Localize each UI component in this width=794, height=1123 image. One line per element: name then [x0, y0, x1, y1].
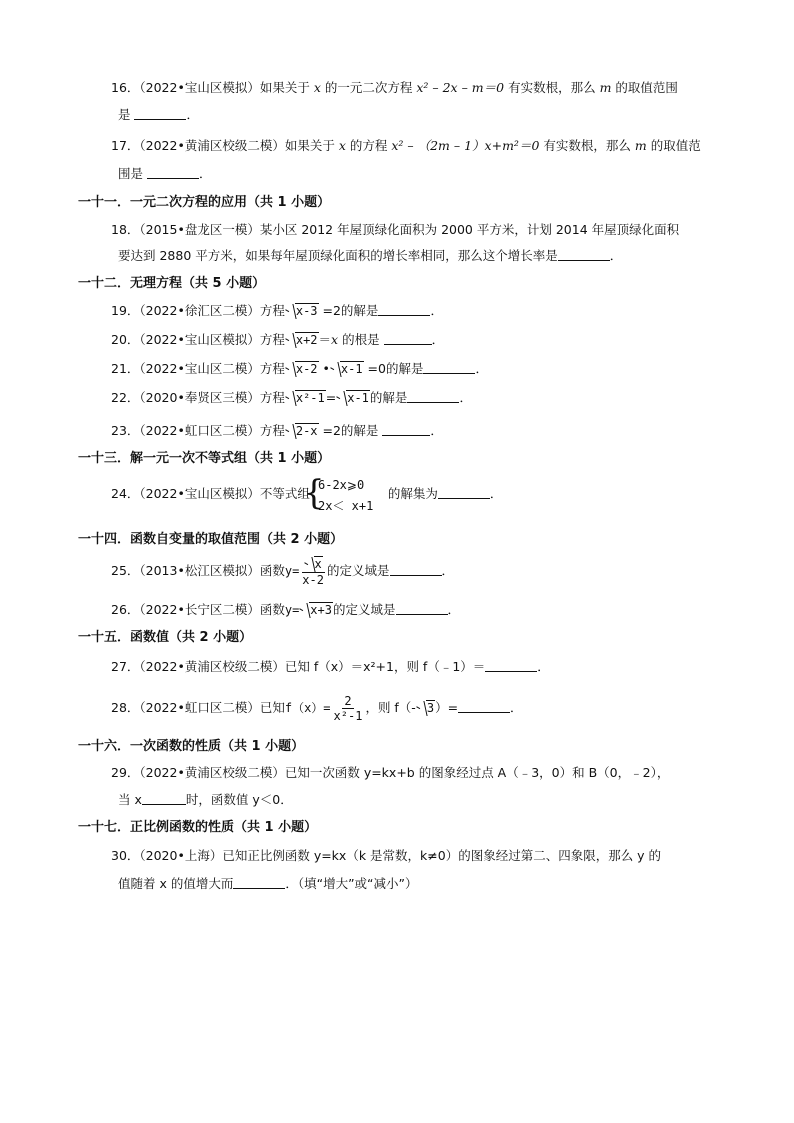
q22-end: ． [459, 390, 472, 405]
sqrt-symbol [285, 361, 319, 377]
sqrt-symbol [285, 332, 319, 348]
q25-post: 的定义域是 [326, 563, 390, 578]
question-23 [111, 423, 443, 439]
section-heading-17: 一十七．正比例函数的性质（共 1 小题） [78, 820, 318, 835]
question-18-line1: 18．（2015•盘龙区一模）某小区 2012 年屋顶绿化面积为 2000 平方米，计划 2014 年屋顶绿化面积 [111, 222, 680, 237]
q16-var-m: m [599, 80, 612, 95]
q20-post: 的根是 [338, 332, 384, 347]
q22-eq: = [325, 390, 337, 405]
q26-text: 26．（2022•长宁区二模）函数 [111, 602, 285, 617]
answer-blank-17[interactable] [147, 166, 199, 179]
answer-blank-19[interactable] [378, 303, 430, 316]
q22-text: 22．（2020•奉贤区三模）方程 [111, 390, 285, 405]
q16-text-e: 是 [118, 107, 135, 122]
question-22 [111, 390, 472, 406]
q23-end: ． [430, 423, 443, 438]
question-20 [111, 332, 444, 348]
answer-blank-23[interactable] [382, 423, 430, 436]
sqrt-symbol [285, 390, 326, 406]
q21-end: ． [475, 361, 488, 376]
inequality-1: 6-2x⩾0 [318, 478, 365, 492]
answer-blank-16[interactable] [134, 107, 186, 120]
q17-var-x: x [338, 138, 346, 153]
q17-text-d: 的取值范 [646, 138, 701, 153]
q22-radicand-2: x-1 [347, 391, 369, 405]
question-29-line1: 29．（2022•黄浦区校级二模）已知一次函数 y=kx+b 的图象经过点 A（﹣3，0）和 B（0，﹣2）， [111, 765, 670, 780]
sqrt-symbol [299, 602, 333, 618]
q20-eq: ＝ [318, 332, 332, 347]
question-19 [111, 303, 443, 319]
sqrt-symbol [285, 303, 319, 319]
section-heading-12: 一十二．无理方程（共 5 小题） [78, 276, 266, 291]
system-brace: { [303, 473, 325, 513]
question-27 [111, 659, 550, 675]
sqrt-symbol [336, 390, 370, 406]
q23-text: 23．（2022•虹口区二模）方程 [111, 423, 285, 438]
q28-post-b: ）= [435, 700, 459, 715]
q29-text-a: 当 x [118, 792, 142, 807]
q20-var-x: x [331, 332, 339, 347]
answer-blank-30[interactable] [233, 876, 285, 889]
q26-end: ． [447, 602, 461, 617]
section-heading-16: 一十六．一次函数的性质（共 1 小题） [78, 739, 305, 754]
q27-end: ． [537, 659, 550, 674]
q17-var-m: m [634, 138, 647, 153]
q30-text-b: ．（填“增大”或“减小”） [285, 876, 418, 891]
q24-text: 24．（2022•宝山区模拟）不等式组 [111, 486, 310, 501]
question-16-line2 [118, 107, 199, 123]
q17-text-a: 17．（2022•黄浦区校级二模）如果关于 [111, 138, 339, 153]
q23-post: =2的解是 [318, 423, 383, 438]
q25-numerator: x [314, 557, 322, 571]
q27-text: 27．（2022•黄浦区校级二模）已知 f（x）＝x²+1，则 f（﹣1）＝ [111, 659, 486, 674]
fraction [300, 556, 326, 587]
section-heading-15: 一十五．函数值（共 2 小题） [78, 630, 253, 645]
sqrt-symbol [416, 700, 435, 716]
q16-text-c: 有实数根，那么 [504, 80, 600, 95]
question-25 [111, 556, 454, 587]
q17-text-b: 的方程 [345, 138, 392, 153]
q25-end: ． [441, 563, 455, 578]
question-17-line2 [118, 166, 212, 182]
q17-text-c: 有实数根，那么 [539, 138, 635, 153]
q21-dot: • [318, 361, 330, 376]
answer-blank-28[interactable] [458, 700, 510, 713]
q19-radicand: x-3 [295, 304, 318, 318]
question-16-line1 [111, 80, 678, 96]
q22-post: 的解是 [369, 390, 408, 405]
sqrt-symbol [330, 361, 364, 377]
q28-post-a: ，则 f（- [365, 700, 416, 715]
question-30-line1: 30．（2020•上海）已知正比例函数 y=kx（k 是常数，k≠0）的图象经过第二、四象限，那么 y 的 [111, 848, 662, 863]
q26-y: y= [284, 603, 300, 617]
inequality-2: 2x＜ x+1 [318, 499, 374, 513]
q20-end: ． [431, 332, 445, 347]
q29-text-b: 时，函数值 y＜0． [185, 792, 293, 807]
q22-radicand-1: x²-1 [295, 391, 325, 405]
q17-equation: x² – （2m – 1）x+m²＝0 [391, 138, 540, 153]
q18-text: 要达到 2880 平方米，如果每年屋顶绿化面积的增长率相同，那么这个增长率是 [118, 248, 558, 263]
q21-radicand-1: x-2 [295, 362, 318, 376]
q23-radicand: 2-x [295, 424, 318, 438]
answer-blank-26[interactable] [396, 602, 448, 615]
q17-end: ． [198, 166, 212, 181]
question-28 [111, 694, 523, 723]
sqrt-symbol [304, 556, 323, 572]
answer-blank-20[interactable] [384, 332, 432, 345]
answer-blank-25[interactable] [390, 563, 442, 576]
q28-function: f（x）= [284, 701, 331, 715]
question-21 [111, 361, 488, 377]
answer-blank-24[interactable] [438, 486, 490, 499]
q24-end: ． [489, 486, 503, 501]
sqrt-symbol [285, 423, 319, 439]
q28-radicand: 3 [426, 701, 435, 715]
q24-post: 的解集为 [387, 486, 438, 501]
q18-end: ． [609, 248, 623, 263]
q16-var-x: x [313, 80, 321, 95]
q25-denominator: x-2 [302, 573, 324, 587]
q20-radicand: x+2 [295, 333, 318, 347]
question-30-line2 [118, 876, 418, 892]
q30-text-a: 值随着 x 的值增大而 [118, 876, 234, 891]
q28-text: 28．（2022•虹口区二模）已知 [111, 700, 285, 715]
section-heading-11: 一十一．一元二次方程的应用（共 1 小题） [78, 195, 331, 210]
q21-text: 21．（2022•宝山区二模）方程 [111, 361, 285, 376]
q28-numerator: 2 [344, 694, 352, 708]
q16-text-b: 的一元二次方程 [320, 80, 417, 95]
q20-text: 20．（2022•宝山区模拟）方程 [111, 332, 285, 347]
answer-blank-18[interactable] [558, 248, 610, 261]
answer-blank-22[interactable] [407, 390, 459, 403]
q25-y: y= [284, 564, 300, 578]
fraction [332, 694, 365, 723]
q28-denominator: x²-1 [333, 709, 363, 723]
q26-radicand: x+3 [310, 603, 332, 617]
q19-text: 19．（2022•徐汇区二模）方程 [111, 303, 285, 318]
question-17-line1 [111, 138, 701, 154]
q17-text-e: 围是 [118, 166, 147, 181]
question-18-line2 [118, 248, 622, 264]
q16-text-d: 的取值范围 [611, 80, 678, 95]
answer-blank-21[interactable] [423, 361, 475, 374]
section-heading-13: 一十三．解一元一次不等式组（共 1 小题） [78, 451, 331, 466]
q16-equation: x² – 2x – m＝0 [416, 80, 505, 95]
q25-text: 25．（2013•松江区模拟）函数 [111, 563, 285, 578]
question-29-line2 [118, 792, 293, 808]
q16-text-a: 16．（2022•宝山区模拟）如果关于 [111, 80, 314, 95]
q21-post: =0的解是 [363, 361, 424, 376]
q21-radicand-2: x-1 [340, 362, 363, 376]
q26-post: 的定义域是 [332, 602, 396, 617]
q19-end: ． [430, 303, 443, 318]
answer-blank-29[interactable] [142, 792, 186, 805]
answer-blank-27[interactable] [485, 659, 537, 672]
q16-end: ． [186, 107, 199, 122]
q28-end: ． [510, 700, 523, 715]
section-heading-14: 一十四．函数自变量的取值范围（共 2 小题） [78, 532, 344, 547]
question-26 [111, 602, 460, 618]
q19-post: =2的解是 [318, 303, 379, 318]
